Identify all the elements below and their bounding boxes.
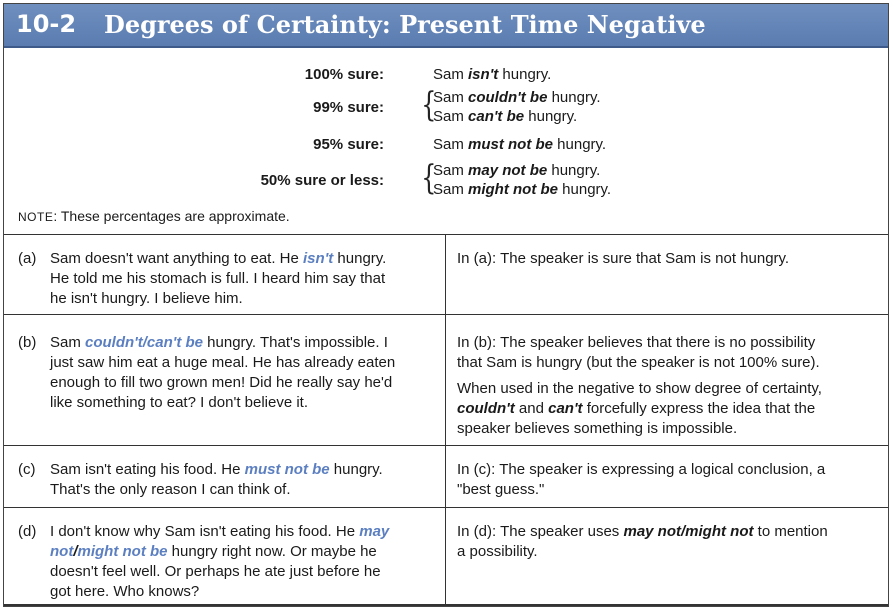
level-label: 50% sure or less: (260, 172, 384, 189)
level-label: 99% sure: (313, 99, 384, 116)
level-label: 100% sure: (304, 66, 384, 83)
brace-icon: { (421, 85, 437, 125)
row-label: (b) (18, 334, 37, 351)
row-label: (d) (18, 523, 37, 540)
row-label: (a) (18, 250, 37, 267)
table-row (4, 445, 888, 506)
row-label: (c) (18, 461, 36, 478)
level-label: 95% sure: (313, 136, 384, 153)
table-row (4, 234, 888, 313)
chart-title: Degrees of Certainty: Present Time Negative (104, 10, 706, 39)
explanation-cell: In (d): The speaker uses may not/might not to mention a possibility. (457, 523, 828, 560)
table-row (4, 314, 888, 445)
level-example: Sam can't be hungry. (433, 108, 578, 125)
level-example: Sam isn't hungry. (433, 66, 552, 83)
level-example: Sam must not be hungry. (433, 136, 607, 153)
note: NOTE: These percentages are approximate. (18, 208, 290, 224)
explanation-cell: In (b): The speaker believes that there is no possibility that Sam is hungry (but the speaker is not 100% sure). When used in the negative to show degree of certainty, couldn't and can't forcefully express the idea that the speaker believes something is impossible. (457, 334, 822, 437)
grammar-chart-frame (3, 3, 889, 607)
level-example: Sam couldn't be hungry. (433, 89, 601, 106)
example-cell: (c) Sam isn't eating his food. He must not be hungry. That's the only reason I can think of. (18, 461, 383, 498)
title-bar (4, 4, 888, 48)
explanation-cell: In (c): The speaker is expressing a logical conclusion, a "best guess." (457, 461, 826, 498)
level-example: Sam may not be hungry. (433, 162, 601, 179)
chart-number: 10-2 (16, 10, 77, 38)
brace-icon: { (421, 158, 437, 198)
example-cell: (d) I don't know why Sam isn't eating his food. He may not/might not be hungry right now. Or maybe he doesn't feel well. Or perhaps he ate just before he got here. Who knows? (18, 523, 390, 600)
bottom-rule (4, 604, 888, 606)
table-row (4, 507, 888, 605)
level-example: Sam might not be hungry. (433, 181, 612, 198)
explanation-cell: In (a): The speaker is sure that Sam is not hungry. (457, 250, 790, 267)
example-cell: (b) Sam couldn't/can't be hungry. That's impossible. I just saw him eat a huge meal. He has already eaten enough to fill two grown men! Did he really say he'd like something to eat? I don't believe it. (18, 334, 396, 411)
certainty-levels (4, 48, 888, 234)
example-cell: (a) Sam doesn't want anything to eat. He isn't hungry. He told me his stomach is full. I heard him say that he isn't hungry. I believe him. (18, 250, 387, 307)
